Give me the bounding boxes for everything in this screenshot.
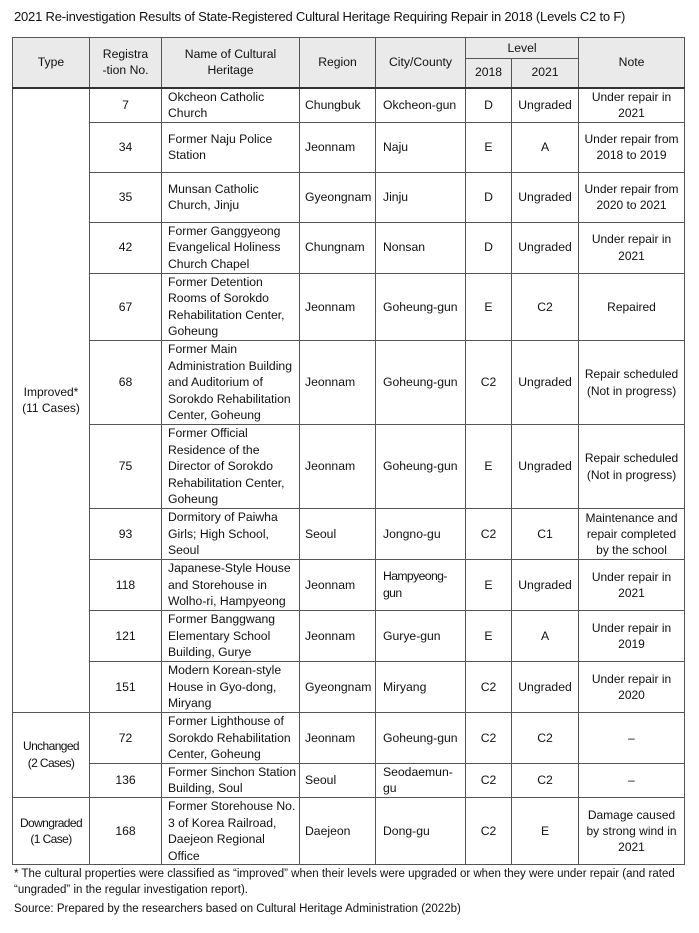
- region-cell: Seoul: [300, 763, 376, 797]
- heritage-name-cell: Former Lighthouse of Sorokdo Rehabilitation Center, Goheung: [162, 712, 300, 763]
- note-cell: Repaired: [579, 273, 685, 340]
- registration-no-cell: 67: [90, 273, 162, 340]
- region-cell: Gyeongnam: [300, 172, 376, 222]
- city-county-cell: Okcheon-gun: [376, 88, 466, 123]
- level-2018-cell: E: [466, 425, 512, 509]
- table-notes: [14, 866, 686, 917]
- header-level: Level: [466, 38, 579, 59]
- group-improved: Improved* (11 Cases): [13, 88, 90, 713]
- region-cell: Seoul: [300, 509, 376, 560]
- header-type: Type: [13, 38, 90, 88]
- note-cell: Under repair from 2020 to 2021: [579, 172, 685, 222]
- level-2021-cell: C2: [512, 763, 579, 797]
- heritage-name-cell: Former Main Administration Building and Auditorium of Sorokdo Rehabilitation Center, Goheung: [162, 341, 300, 425]
- heritage-name-cell: Munsan Catholic Church, Jinju: [162, 172, 300, 222]
- heritage-name-cell: Former Sinchon Station Building, Soul: [162, 763, 300, 797]
- level-2018-cell: E: [466, 273, 512, 340]
- heritage-table: [12, 37, 685, 865]
- city-county-cell: Hampyeong-gun: [376, 560, 466, 611]
- registration-no-cell: 118: [90, 560, 162, 611]
- region-cell: Daejeon: [300, 798, 376, 865]
- level-2021-cell: Ungraded: [512, 661, 579, 712]
- city-county-cell: Goheung-gun: [376, 712, 466, 763]
- city-county-cell: Nonsan: [376, 222, 466, 273]
- registration-no-cell: 136: [90, 763, 162, 797]
- registration-no-cell: 35: [90, 172, 162, 222]
- note-cell: Under repair in 2021: [579, 222, 685, 273]
- registration-no-cell: 7: [90, 88, 162, 123]
- region-cell: Jeonnam: [300, 425, 376, 509]
- level-2021-cell: A: [512, 122, 579, 172]
- level-2021-cell: Ungraded: [512, 88, 579, 123]
- header-level-2018: 2018: [466, 59, 512, 88]
- heritage-name-cell: Former Banggwang Elementary School Building, Gurye: [162, 611, 300, 662]
- level-2018-cell: C2: [466, 661, 512, 712]
- note-cell: Under repair in 2021: [579, 560, 685, 611]
- region-cell: Gyeongnam: [300, 661, 376, 712]
- note-cell: Under repair in 2020: [579, 661, 685, 712]
- region-cell: Jeonnam: [300, 122, 376, 172]
- level-2021-cell: C1: [512, 509, 579, 560]
- table-row: [13, 712, 685, 763]
- heritage-name-cell: Former Detention Rooms of Sorokdo Rehabilitation Center, Goheung: [162, 273, 300, 340]
- table-row: [13, 798, 685, 865]
- table-row: [13, 509, 685, 560]
- heritage-name-cell: Former Ganggyeong Evangelical Holiness Church Chapel: [162, 222, 300, 273]
- registration-no-cell: 168: [90, 798, 162, 865]
- table-header: [13, 38, 685, 88]
- city-county-cell: Naju: [376, 122, 466, 172]
- city-county-cell: Goheung-gun: [376, 425, 466, 509]
- level-2021-cell: C2: [512, 273, 579, 340]
- heritage-name-cell: Okcheon Catholic Church: [162, 88, 300, 123]
- level-2021-cell: E: [512, 798, 579, 865]
- note-cell: Under repair in 2021: [579, 88, 685, 123]
- note-cell: Maintenance and repair completed by the school: [579, 509, 685, 560]
- level-2021-cell: Ungraded: [512, 560, 579, 611]
- table-row: [13, 273, 685, 340]
- region-cell: Jeonnam: [300, 611, 376, 662]
- note-cell: Repair scheduled (Not in progress): [579, 425, 685, 509]
- level-2018-cell: C2: [466, 712, 512, 763]
- table-body: [13, 88, 685, 865]
- table-row: [13, 341, 685, 425]
- level-2018-cell: E: [466, 560, 512, 611]
- registration-no-cell: 68: [90, 341, 162, 425]
- registration-no-cell: 151: [90, 661, 162, 712]
- level-2021-cell: Ungraded: [512, 222, 579, 273]
- table-row: [13, 425, 685, 509]
- table-row: [13, 172, 685, 222]
- heritage-name-cell: Modern Korean-style House in Gyo-dong, Miryang: [162, 661, 300, 712]
- header-city: City/County: [376, 38, 466, 88]
- level-2018-cell: C2: [466, 763, 512, 797]
- region-cell: Jeonnam: [300, 560, 376, 611]
- note-cell: Repair scheduled (Not in progress): [579, 341, 685, 425]
- level-2018-cell: E: [466, 122, 512, 172]
- source-note: Source: Prepared by the researchers based on Cultural Heritage Administration (2022b): [14, 903, 461, 915]
- city-county-cell: Gurye-gun: [376, 611, 466, 662]
- table-row: [13, 560, 685, 611]
- table-row: [13, 661, 685, 712]
- level-2018-cell: C2: [466, 341, 512, 425]
- city-county-cell: Goheung-gun: [376, 273, 466, 340]
- level-2018-cell: D: [466, 222, 512, 273]
- level-2021-cell: Ungraded: [512, 341, 579, 425]
- level-2018-cell: E: [466, 611, 512, 662]
- header-level-2021: 2021: [512, 59, 579, 88]
- registration-no-cell: 34: [90, 122, 162, 172]
- heritage-name-cell: Former Naju Police Station: [162, 122, 300, 172]
- heritage-name-cell: Former Storehouse No. 3 of Korea Railroad, Daejeon Regional Office: [162, 798, 300, 865]
- region-cell: Jeonnam: [300, 341, 376, 425]
- heritage-name-cell: Japanese-Style House and Storehouse in Wolho-ri, Hampyeong: [162, 560, 300, 611]
- region-cell: Jeonnam: [300, 712, 376, 763]
- table-row: [13, 88, 685, 123]
- region-cell: Jeonnam: [300, 273, 376, 340]
- group-unchanged: Unchanged (2 Cases): [13, 712, 90, 797]
- note-cell: –: [579, 712, 685, 763]
- city-county-cell: Seodaemun-gu: [376, 763, 466, 797]
- table-row: [13, 222, 685, 273]
- header-note: Note: [579, 38, 685, 88]
- note-cell: Under repair in 2019: [579, 611, 685, 662]
- level-2018-cell: C2: [466, 798, 512, 865]
- level-2021-cell: A: [512, 611, 579, 662]
- note-cell: Under repair from 2018 to 2019: [579, 122, 685, 172]
- level-2021-cell: Ungraded: [512, 172, 579, 222]
- city-county-cell: Jongno-gu: [376, 509, 466, 560]
- city-county-cell: Goheung-gun: [376, 341, 466, 425]
- note-cell: –: [579, 763, 685, 797]
- table-title: 2021 Re-investigation Results of State-Registered Cultural Heritage Requiring Repair in 2018 (Levels C2 to F): [14, 9, 626, 24]
- table-row: [13, 122, 685, 172]
- heritage-name-cell: Dormitory of Paiwha Girls; High School, Seoul: [162, 509, 300, 560]
- registration-no-cell: 121: [90, 611, 162, 662]
- registration-no-cell: 93: [90, 509, 162, 560]
- level-2018-cell: D: [466, 172, 512, 222]
- group-downgraded: Downgraded (1 Case): [13, 798, 90, 865]
- region-cell: Chungnam: [300, 222, 376, 273]
- level-2021-cell: C2: [512, 712, 579, 763]
- header-registration-no: Registra -tion No.: [90, 38, 162, 88]
- registration-no-cell: 42: [90, 222, 162, 273]
- heritage-name-cell: Former Official Residence of the Director of Sorokdo Rehabilitation Center, Goheung: [162, 425, 300, 509]
- city-county-cell: Miryang: [376, 661, 466, 712]
- city-county-cell: Jinju: [376, 172, 466, 222]
- region-cell: Chungbuk: [300, 88, 376, 123]
- table-row: [13, 763, 685, 797]
- header-name: Name of Cultural Heritage: [162, 38, 300, 88]
- registration-no-cell: 75: [90, 425, 162, 509]
- header-region: Region: [300, 38, 376, 88]
- footnote: * The cultural properties were classified as “improved” when their levels were upgraded or when they were under repair (and rated “ungraded” in the regular investigation report).: [14, 868, 675, 896]
- table-row: [13, 611, 685, 662]
- level-2021-cell: Ungraded: [512, 425, 579, 509]
- city-county-cell: Dong-gu: [376, 798, 466, 865]
- note-cell: Damage caused by strong wind in 2021: [579, 798, 685, 865]
- registration-no-cell: 72: [90, 712, 162, 763]
- level-2018-cell: D: [466, 88, 512, 123]
- level-2018-cell: C2: [466, 509, 512, 560]
